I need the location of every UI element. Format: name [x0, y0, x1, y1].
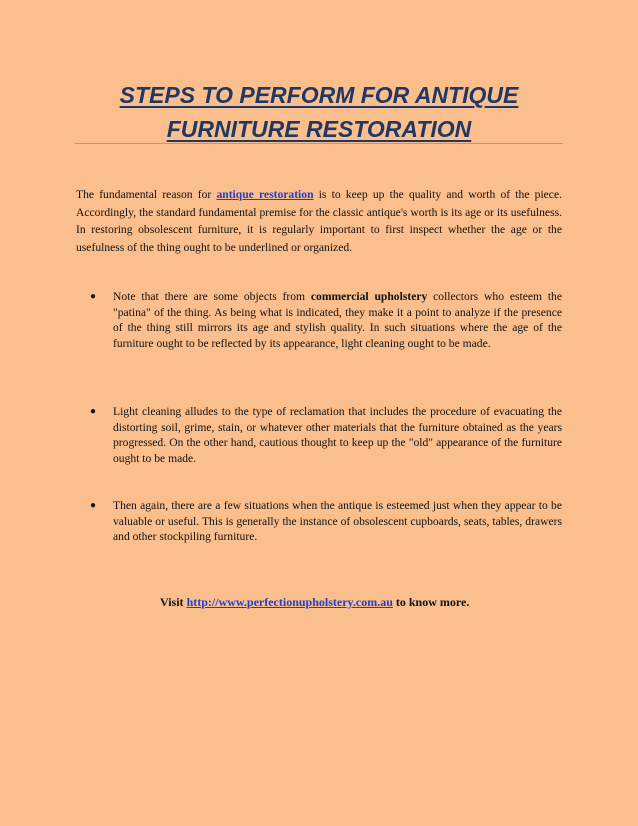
visit-line [160, 594, 469, 610]
list-item [76, 404, 562, 466]
bold-phrase: commercial upholstery [310, 290, 428, 303]
title-divider [75, 143, 563, 144]
website-link[interactable]: http://www.perfectionupholstery.com.au [186, 595, 393, 609]
bullet-icon: ● [90, 500, 97, 511]
antique-restoration-link[interactable]: antique restoration [216, 188, 314, 201]
visit-text-end: to know more. [392, 595, 470, 609]
bullet-text [113, 289, 562, 351]
bullet-text-start: Note that there are some objects from [113, 290, 311, 303]
bullet-text: Then again, there are a few situations when the antique is esteemed just when they appear to be valuable or useful. This is generally the instance of obsolescent cupboards, seats, tables, drawers and other stockpiling furniture. [113, 499, 562, 544]
list-item [76, 289, 562, 351]
intro-paragraph [76, 186, 562, 257]
title-line-2: FURNITURE RESTORATION [166, 116, 472, 142]
visit-text-start: Visit [160, 595, 187, 609]
page-title [76, 78, 562, 146]
intro-text-end: is to keep up the quality and worth of the piece. Accordingly, the standard fundamental premise for the classic antique's worth is its age or its usefulness. In restoring obsolescent furniture, it is regularly important to first inspect whether the age or the usefulness of the thing ought to be underlined or organized. [76, 188, 563, 255]
bullet-icon: ● [90, 406, 97, 417]
title-line-1: STEPS TO PERFORM FOR ANTIQUE [119, 82, 519, 108]
bullet-icon: ● [90, 291, 97, 302]
bullet-text-end: collectors who esteem the "patina" of the thing. As being what is indicated, they make it a point to analyze if the presence of the thing still mirrors its age and stylish quality. In such situations where the age of the furniture ought to be reflected by its appearance, light cleaning ought to be made. [113, 290, 563, 350]
bullet-text: Light cleaning alludes to the type of reclamation that includes the procedure of evacuating the distorting soil, grime, stain, or whatever other materials that the furniture obtained as the years progressed. On the other hand, cautious thought to keep up the "old" appearance of the furniture ought to be made. [113, 405, 562, 465]
intro-text-start: The fundamental reason for [76, 188, 217, 201]
list-item [76, 498, 562, 545]
